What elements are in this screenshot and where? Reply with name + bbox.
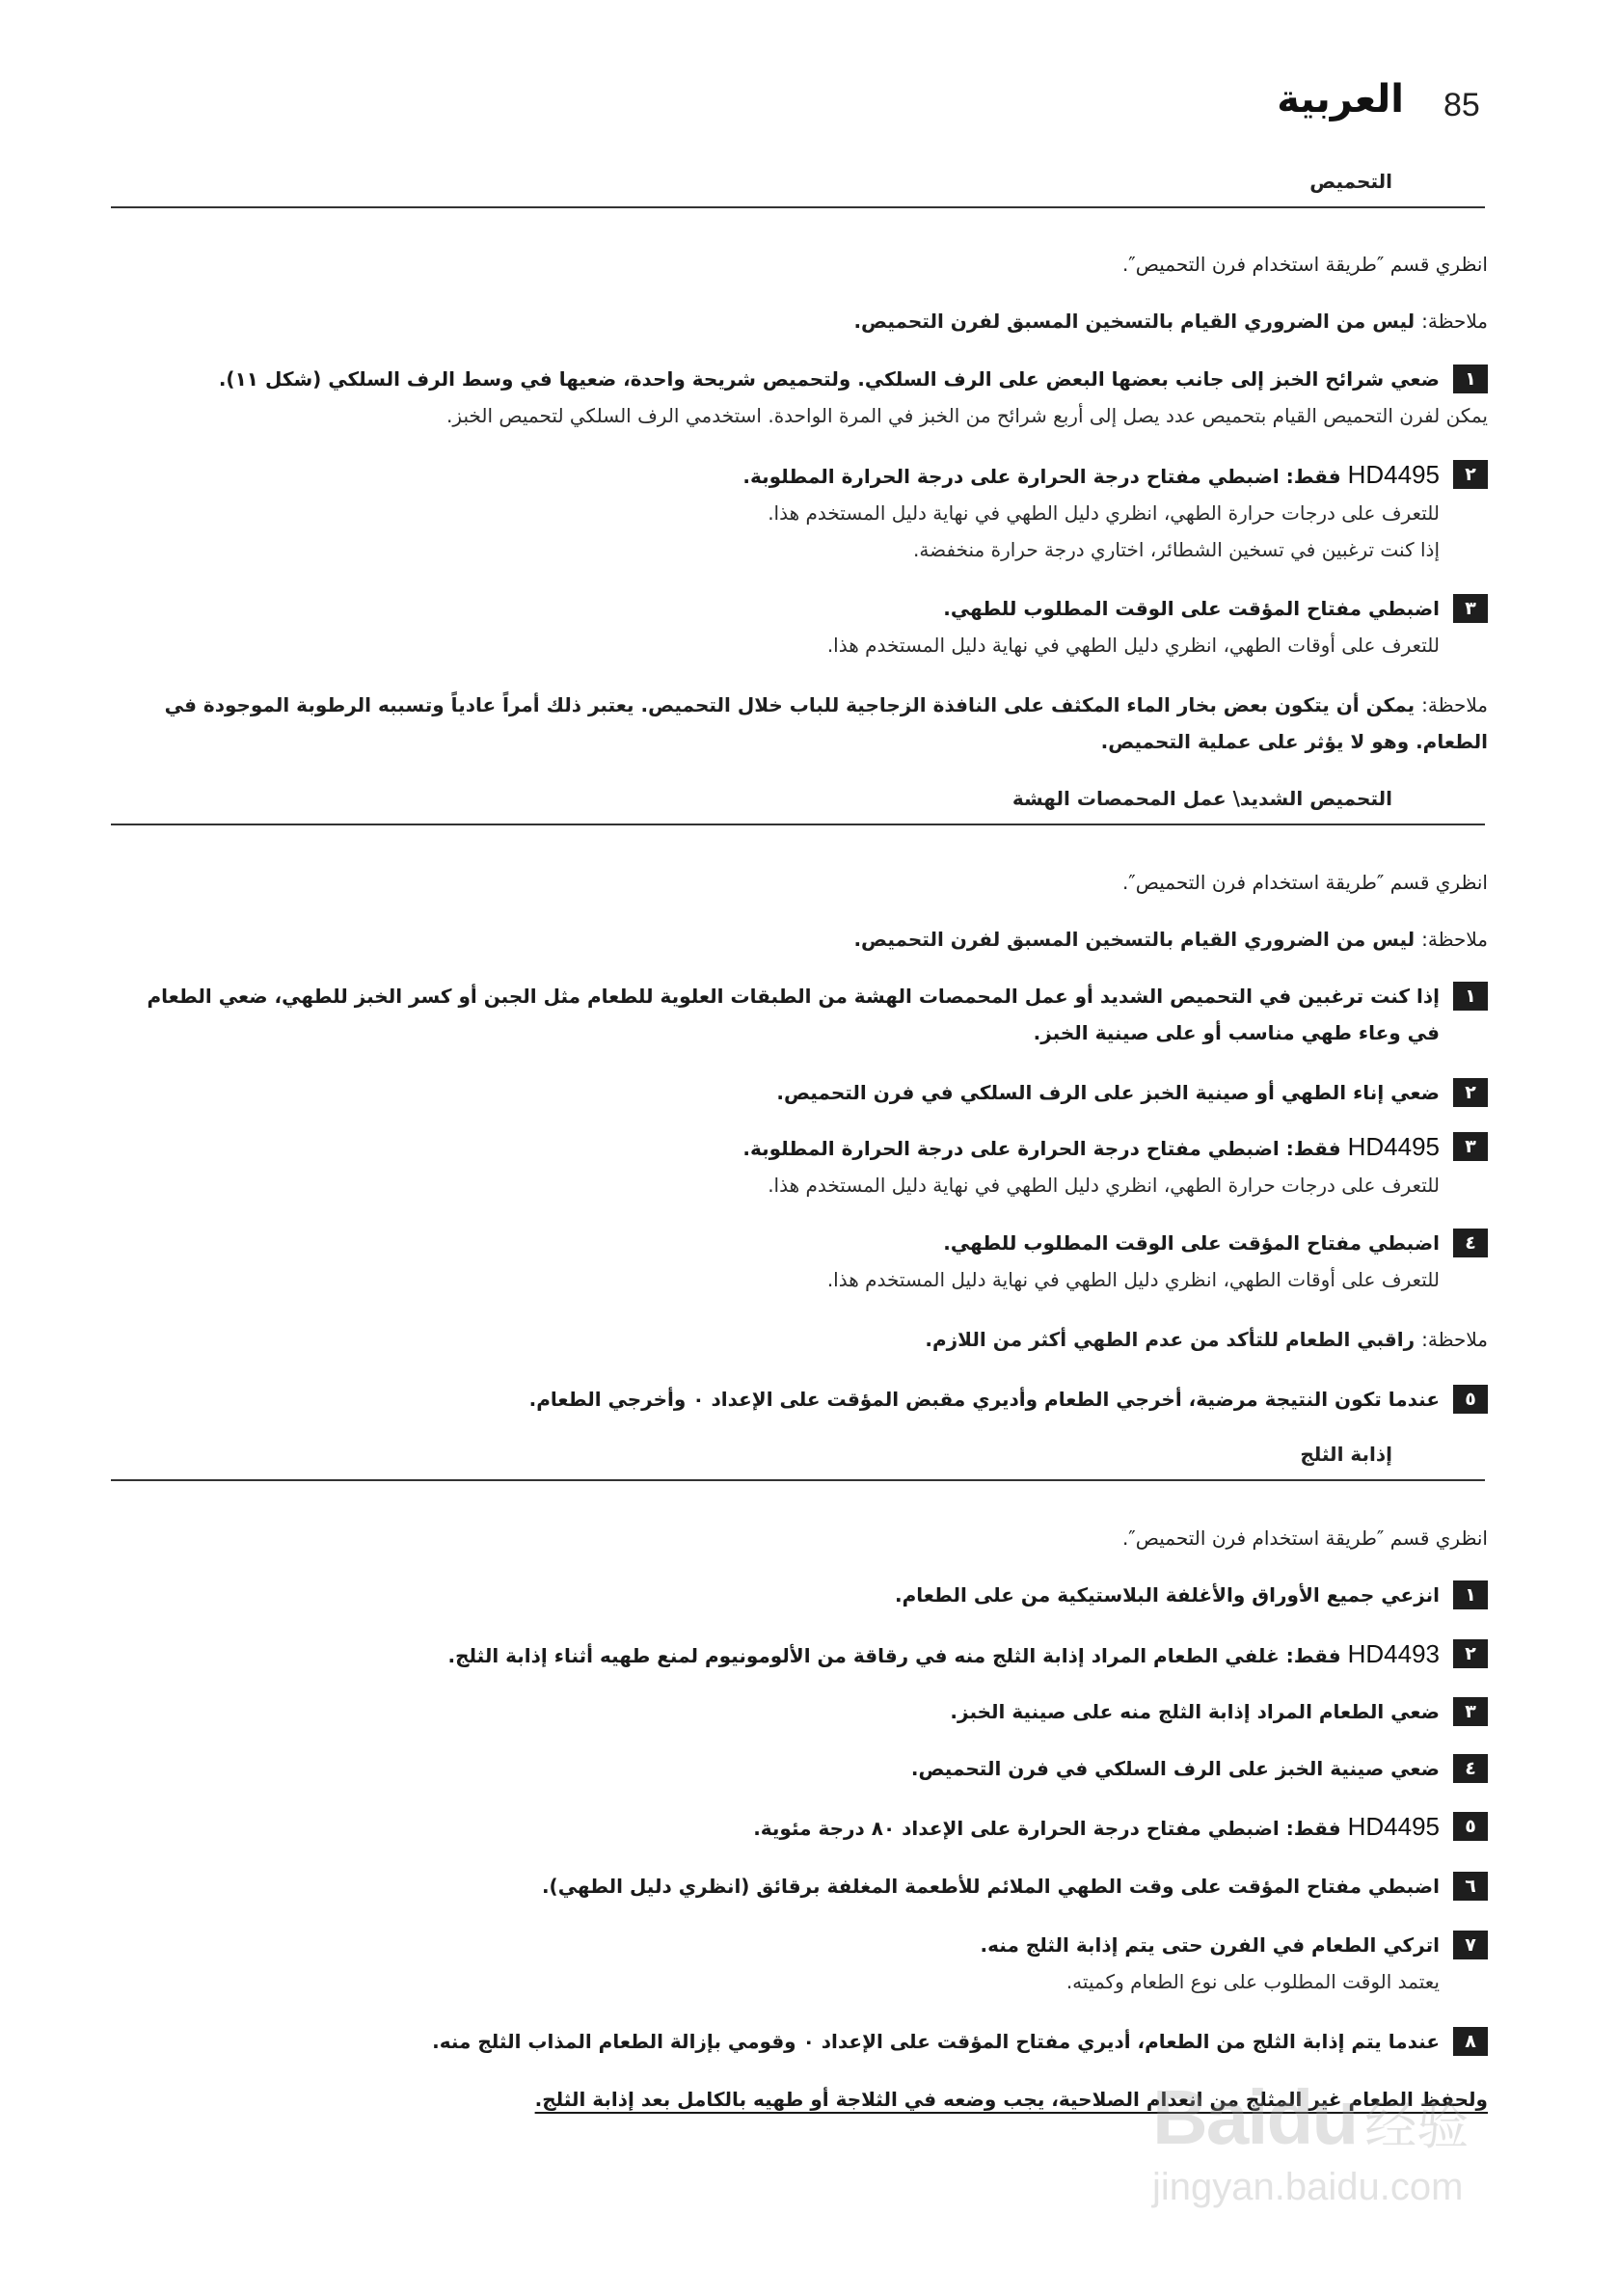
step-body: للتعرف على درجات حرارة الطهي، انظري دليل الطهي في نهاية دليل المستخدم هذا. [768, 501, 1440, 525]
step-title: عندما تكون النتيجة مرضية، أخرجي الطعام وأديري مقبض المؤقت على الإعداد ٠ وأخرجي الطعام. [528, 1388, 1440, 1411]
step-body: يمكن لفرن التحميص القيام بتحميص عدد يصل إلى أربع شرائح من الخبز في المرة الواحدة. استخدمي الرف السلكي لتحميص الخبز. [446, 404, 1488, 427]
watermark-url: jingyan.baidu.com [1152, 2166, 1464, 2208]
watermark-brand: Baidu [1152, 2074, 1358, 2160]
step-title: اضبطي مفتاح المؤقت على وقت الطهي الملائم للأطعمة المغلفة برقائق (انظري دليل الطهي). [541, 1875, 1440, 1898]
note-text: ليس من الضروري القيام بالتسخين المسبق لفرن التحميص. [853, 310, 1422, 333]
note-text: راقبي الطعام للتأكد من عدم الطهي أكثر من اللازم. [925, 1328, 1422, 1351]
step [109, 361, 1488, 434]
section-heading-defrosting: إذابة الثلج [1300, 1443, 1392, 1466]
model-number: HD4493 [1347, 1639, 1440, 1668]
watermark-cn: 经验 [1364, 2095, 1470, 2156]
note [109, 303, 1488, 339]
page-number: 85 [1443, 87, 1480, 123]
step [109, 1225, 1488, 1298]
step-title: ضعي الطعام المراد إذابة الثلج منه على صينية الخبز. [950, 1700, 1440, 1723]
note [109, 921, 1488, 958]
step-title: اتركي الطعام في الفرن حتى يتم إذابة الثلج منه. [980, 1933, 1440, 1957]
step [109, 456, 1488, 568]
section-divider [111, 824, 1485, 825]
step-title: عندما يتم إذابة الثلج من الطعام، أديري مفتاح المؤقت على الإعداد ٠ وقومي بإزالة الطعام المذاب الثلج منه. [432, 2030, 1440, 2053]
step-title: HD4493 فقط: غلفي الطعام المراد إذابة الثلج منه في رقاقة من الألومونيوم لمنع طهيه أثناء إذابة الثلج. [447, 1639, 1440, 1668]
step-title: ضعي إناء الطهي أو صينية الخبز على الرف السلكي في فرن التحميص. [776, 1081, 1440, 1104]
note [109, 687, 1488, 760]
step [109, 1927, 1488, 2000]
final-note: ولحفظ الطعام غير المثلج من انعدام الصلاحية، يجب وضعه في الثلاجة أو طهيه بالكامل بعد إذابة الثلج. [534, 2088, 1488, 2111]
model-number: HD4495 [1347, 460, 1440, 489]
step-body: للتعرف على أوقات الطهي، انظري دليل الطهي في نهاية دليل المستخدم هذا. [826, 634, 1440, 657]
step-body: للتعرف على أوقات الطهي، انظري دليل الطهي في نهاية دليل المستخدم هذا. [826, 1268, 1440, 1291]
step-body: للتعرف على درجات حرارة الطهي، انظري دليل الطهي في نهاية دليل المستخدم هذا. [768, 1174, 1440, 1197]
step-number: ٢ [1453, 1078, 1488, 1107]
step-number: ٤ [1453, 1754, 1488, 1783]
step-body: يعتمد الوقت المطلوب على نوع الطعام وكميته. [1065, 1970, 1440, 1993]
step-title: اضبطي مفتاح المؤقت على الوقت المطلوب للطهي. [943, 597, 1440, 620]
step-number: ٣ [1453, 1697, 1488, 1726]
step-number: ٨ [1453, 2027, 1488, 2056]
intro-text: انظري قسم ″طريقة استخدام فرن التحميص″. [1121, 1526, 1488, 1550]
step-title: اضبطي مفتاح المؤقت على الوقت المطلوب للطهي. [943, 1231, 1440, 1255]
note-text: يمكن أن يتكون بعض بخار الماء المكثف على النافذة الزجاجية للباب خلال التحميص. يعتبر ذلك أمراً عادياً وتسببه الرطوبة الموجودة في الطعام. وهو لا يؤثر على عملية التحميص. [164, 693, 1488, 753]
step-number: ٤ [1453, 1229, 1488, 1257]
step [109, 1868, 1488, 1904]
note-label: ملاحظة: [1421, 693, 1488, 716]
step-title: ضعي شرائح الخبز إلى جانب بعضها البعض على الرف السلكي. ولتحميص شريحة واحدة، ضعيها في وسط الرف السلكي (شكل ١١). [218, 367, 1440, 391]
step-number: ٦ [1453, 1872, 1488, 1901]
step [109, 590, 1488, 663]
step-title: HD4495 فقط: اضبطي مفتاح درجة الحرارة على الإعداد ٨٠ درجة مئوية. [753, 1812, 1440, 1841]
step-title: ضعي صينية الخبز على الرف السلكي في فرن التحميص. [910, 1757, 1440, 1780]
step-title: انزعي جميع الأوراق والأغلفة البلاستيكية من على الطعام. [894, 1583, 1440, 1607]
section-heading-toasting: التحميص [1309, 170, 1392, 193]
intro-text: انظري قسم ″طريقة استخدام فرن التحميص″. [1121, 871, 1488, 894]
step-number: ٢ [1453, 460, 1488, 489]
step-number: ١ [1453, 1580, 1488, 1609]
section-heading-crisping: التحميص الشديد\ عمل المحمصات الهشة [1011, 787, 1392, 810]
step [109, 1128, 1488, 1203]
step-title: إذا كنت ترغبين في التحميص الشديد أو عمل المحمصات الهشة من الطبقات العلوية للطعام مثل الجبن أو كسر الخبز للطهي، ضعي الطعام في وعاء طهي مناسب أو على صينية الخبز. [147, 985, 1440, 1044]
note-label: ملاحظة: [1421, 1328, 1488, 1351]
step-number: ٣ [1453, 1132, 1488, 1161]
step [109, 2023, 1488, 2060]
note-label: ملاحظة: [1421, 310, 1488, 333]
step-number: ٥ [1453, 1385, 1488, 1414]
step-number: ٧ [1453, 1931, 1488, 1959]
section-divider [111, 1479, 1485, 1481]
step [109, 1577, 1488, 1613]
step [109, 1693, 1488, 1730]
note-text: ليس من الضروري القيام بالتسخين المسبق لفرن التحميص. [853, 928, 1422, 951]
section-divider [111, 206, 1485, 208]
note-label: ملاحظة: [1421, 928, 1488, 951]
intro-text: انظري قسم ″طريقة استخدام فرن التحميص″. [1121, 253, 1488, 276]
page-title: العربية [1277, 77, 1404, 122]
step [109, 1381, 1488, 1418]
model-number: HD4495 [1347, 1132, 1440, 1161]
step [109, 1808, 1488, 1847]
note [109, 1321, 1488, 1358]
step-body: إذا كنت ترغبين في تسخين الشطائر، اختاري درجة حرارة منخفضة. [913, 538, 1440, 561]
step [109, 1750, 1488, 1787]
step-number: ١ [1453, 982, 1488, 1011]
step-number: ٥ [1453, 1812, 1488, 1841]
baidu-watermark [1152, 2073, 1538, 2266]
step-number: ٣ [1453, 594, 1488, 623]
step [109, 1635, 1488, 1674]
step-number: ١ [1453, 365, 1488, 393]
step-number: ٢ [1453, 1639, 1488, 1668]
model-number: HD4495 [1347, 1812, 1440, 1841]
step [109, 978, 1488, 1051]
step [109, 1074, 1488, 1111]
step-title: HD4495 فقط: اضبطي مفتاح درجة الحرارة على درجة الحرارة المطلوبة. [742, 1132, 1440, 1161]
step-title: HD4495 فقط: اضبطي مفتاح درجة الحرارة على درجة الحرارة المطلوبة. [742, 460, 1440, 489]
